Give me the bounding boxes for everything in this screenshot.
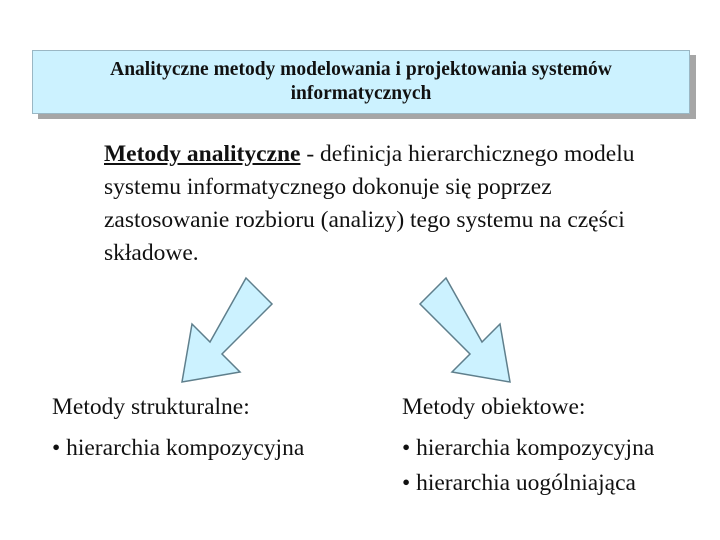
title-line-2: informatycznych — [290, 83, 432, 104]
definition-text: - definicja hierarchicznego modelu systemu informatycznego dokonuje się poprzez zastosowanie rozbioru (analizy) tego systemu na części składowe. — [104, 141, 635, 266]
structural-methods-heading: Metody strukturalne: — [52, 394, 250, 420]
right-arrow-icon — [420, 278, 510, 382]
list-item: • hierarchia kompozycyjna — [402, 435, 655, 461]
structural-methods-column — [52, 390, 304, 466]
object-methods-heading: Metody obiektowe: — [402, 394, 586, 420]
title-line-1: Analityczne metody modelowania i projektowania systemów — [110, 59, 612, 80]
left-arrow-icon — [182, 278, 272, 382]
list-item: • hierarchia kompozycyjna — [52, 435, 305, 461]
list-item: • hierarchia uogólniająca — [402, 470, 636, 496]
object-methods-column — [402, 390, 654, 501]
definition-term: Metody analityczne — [104, 141, 301, 167]
